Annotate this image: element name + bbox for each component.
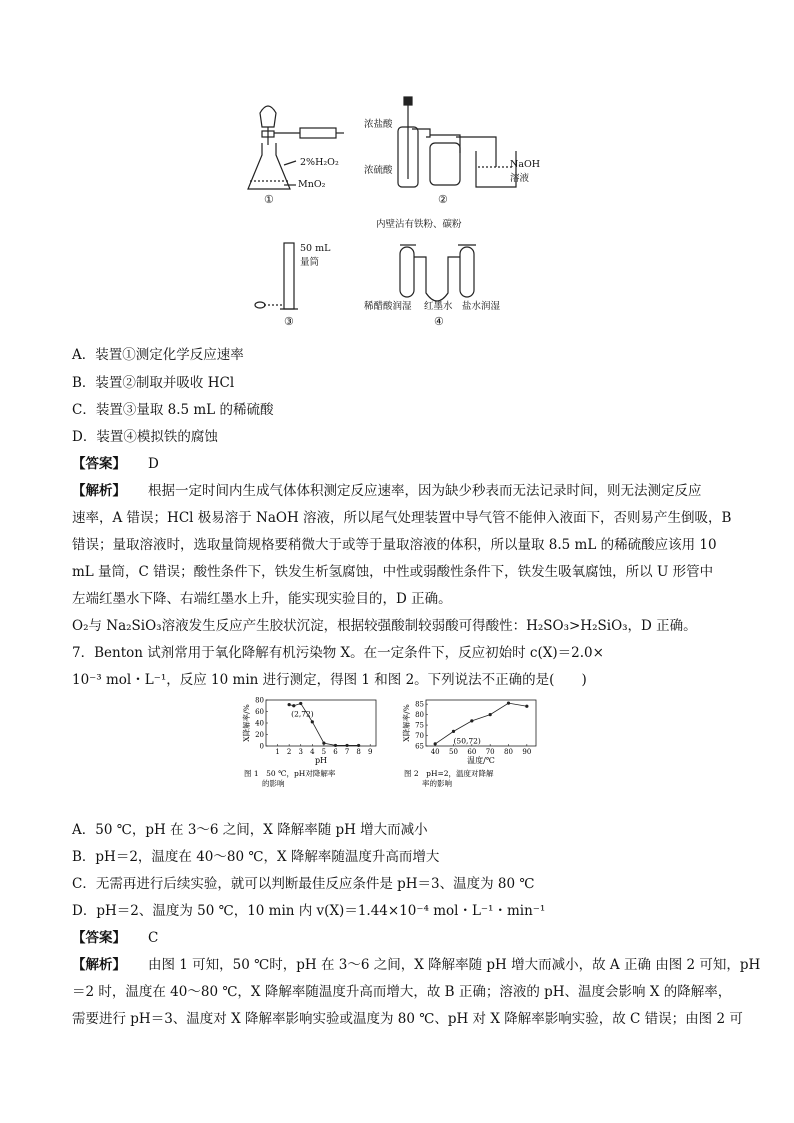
y-tick-label: 75 [415,721,424,730]
label-saltwater: 盐水润湿 [462,301,501,312]
q6-answer [72,452,159,472]
q6-analysis-line-5: 左端红墨水下降、右端红墨水上升，能实现实验目的，D 正确。 [72,591,452,607]
y-tick-label: 60 [255,708,264,716]
data-point [334,744,337,747]
chart-ph-degradation [236,694,396,806]
x-tick-label: 70 [485,748,495,756]
q6-analysis-line-6: O₂与 Na₂SiO₃溶液发生反应产生胶状沉淀，根据较强酸制较弱酸可得酸性：H₂SO₃>H₂SiO₃，D 正确。 [72,618,697,634]
y-tick-label: 65 [415,742,424,751]
x-axis-label: 温度/℃ [467,756,495,765]
device-2 [398,97,516,187]
label-device-1: ① [264,193,274,206]
q7-stem-line-1: 7．Benton 试剂常用于氧化降解有机污染物 X。在一定条件下，反应初始时 c(X)＝2.0× [72,645,604,661]
analysis-text: 根据一定时间内生成气体体积测定反应速率，因为缺少秒表而无法记录时间，则无法测定反应 [148,483,702,499]
data-point [470,719,473,722]
q6-analysis-line-3: 错误；量取溶液时，选取量筒规格要稍微大于或等于量取溶液的体积，所以量取 8.5 mL 的稀硫酸应该用 10 [72,537,717,553]
q7-option-d: D．pH＝2、温度为 50 ℃，10 min 内 v(X)＝1.44×10⁻⁴ mol・L⁻¹・min⁻¹ [72,903,546,919]
y-tick-label: 20 [255,731,264,739]
x-tick-label: 8 [356,748,361,756]
q7-option-c: C．无需再进行后续实验，就可以判断最佳反应条件是 pH＝3、温度为 80 ℃ [72,876,535,892]
analysis-tag: 【解析】 [72,957,126,973]
y-tick-label: 80 [255,696,264,705]
q7-analysis-line-2: ＝2 时，温度在 40～80 ℃，X 降解率随温度升高而增大，故 B 正确；溶液的 pH、温度会影响 X 的降解率， [72,984,732,1000]
data-point [507,702,510,705]
data-point [299,702,302,705]
label-cylinder: 量筒 [300,257,320,268]
q6-option-b: B．装置②制取并吸收 HCl [72,375,235,391]
analysis-text: 由图 1 可知，50 ℃时，pH 在 3～6 之间，X 降解率随 pH 增大而减小，故 A 正确 由图 2 可知，pH [148,957,761,973]
q7-stem-line-2: 10⁻³ mol・L⁻¹，反应 10 min 进行测定，得图 1 和图 2。下列说法不正确的是( ) [72,672,587,688]
x-tick-label: 40 [430,748,440,756]
x-tick-label: 60 [467,748,477,756]
caption-line-2: 的影响 [262,779,285,788]
data-point [311,720,314,723]
label-device-3: ③ [284,315,294,328]
x-tick-label: 3 [298,748,303,756]
y-tick-label: 40 [255,719,264,728]
device-1 [248,106,344,189]
caption-line-2: 率的影响 [422,779,452,788]
q6-option-d: D．装置④模拟铁的腐蚀 [72,429,218,445]
data-point [434,742,437,745]
data-point [322,742,325,745]
y-axis-label: X降解率/% [242,704,251,742]
label-solution: 溶液 [510,173,530,184]
label-conc-h2so4: 浓硫酸 [364,165,393,176]
label-50ml: 50 mL [300,243,331,254]
label-acetic: 稀醋酸润湿 [364,301,412,312]
device-3 [255,243,298,309]
data-point [357,744,360,747]
answer-tag: 【答案】 [72,456,126,472]
x-tick-label: 4 [310,748,315,756]
apparatus-figure [240,95,570,330]
x-tick-label: 2 [286,748,292,756]
plot-frame [266,700,376,746]
x-tick-label: 5 [321,748,327,756]
data-point [292,704,295,707]
caption-line-1: 图 1 50 ℃，pH对降解率 [244,769,336,778]
q7-option-b: B．pH＝2，温度在 40～80 ℃，X 降解率随温度升高而增大 [72,849,440,865]
x-tick-label: 6 [333,748,338,756]
q7-option-a: A．50 ℃，pH 在 3～6 之间，X 降解率随 pH 增大而减小 [72,822,428,838]
label-red-ink: 红墨水 [424,301,453,312]
y-tick-label: 0 [259,742,264,751]
caption-line-1: 图 2 pH=2，温度对降解 [404,769,494,778]
label-mno2: MnO₂ [298,179,326,190]
q6-analysis-line-2: 速率，A 错误；HCl 极易溶于 NaOH 溶液，所以尾气处理装置中导气管不能伸入液面下，否则易产生倒吸，B [72,510,732,526]
x-tick-label: 9 [367,748,373,756]
data-point [525,705,528,708]
answer-value: D [148,456,159,472]
data-point [489,713,492,716]
data-line [435,703,527,744]
q7-answer [72,926,158,946]
label-naoh: NaOH [510,159,541,170]
x-tick-label: 80 [504,748,513,756]
data-point [288,703,291,706]
x-tick-label: 7 [344,748,350,756]
label-device-4: ④ [434,315,444,328]
answer-tag: 【答案】 [72,930,126,946]
label-conc-hcl: 浓盐酸 [364,119,393,130]
x-tick-label: 90 [522,748,532,756]
q6-option-a: A．装置①测定化学反应速率 [72,347,244,363]
label-h2o2: 2%H₂O₂ [300,157,339,168]
q7-analysis-line-3: 需要进行 pH＝3、温度对 X 降解率影响实验或温度为 80 ℃、pH 对 X 降解率影响实验，故 C 错误；由图 2 可 [72,1011,743,1027]
y-axis-label: X降解率/% [402,704,411,742]
annotation-label: (2,72) [291,709,314,719]
label-device-2: ② [438,193,448,206]
q6-analysis-line-1 [72,479,702,499]
chart-temp-degradation [396,694,556,806]
q6-analysis-line-4: mL 量筒，C 错误；酸性条件下，铁发生析氢腐蚀，中性或弱酸性条件下，铁发生吸氧腐蚀，所以 U 形管中 [72,564,714,580]
y-tick-label: 70 [415,732,424,741]
analysis-tag: 【解析】 [72,483,126,499]
annotation-label: (50,72) [453,736,481,746]
device-4 [400,245,476,301]
q7-analysis-line-1 [72,953,760,973]
y-tick-label: 85 [415,700,424,709]
data-point [452,730,455,733]
data-point [345,744,348,747]
q6-option-c: C．装置③量取 8.5 mL 的稀硫酸 [72,402,274,418]
label-inner-wall: 内壁沾有铁粉、碳粉 [376,219,462,230]
x-tick-label: 1 [275,748,280,756]
answer-value: C [148,930,159,946]
x-axis-label: pH [314,756,328,765]
x-tick-label: 50 [449,748,458,756]
y-tick-label: 80 [415,711,424,720]
